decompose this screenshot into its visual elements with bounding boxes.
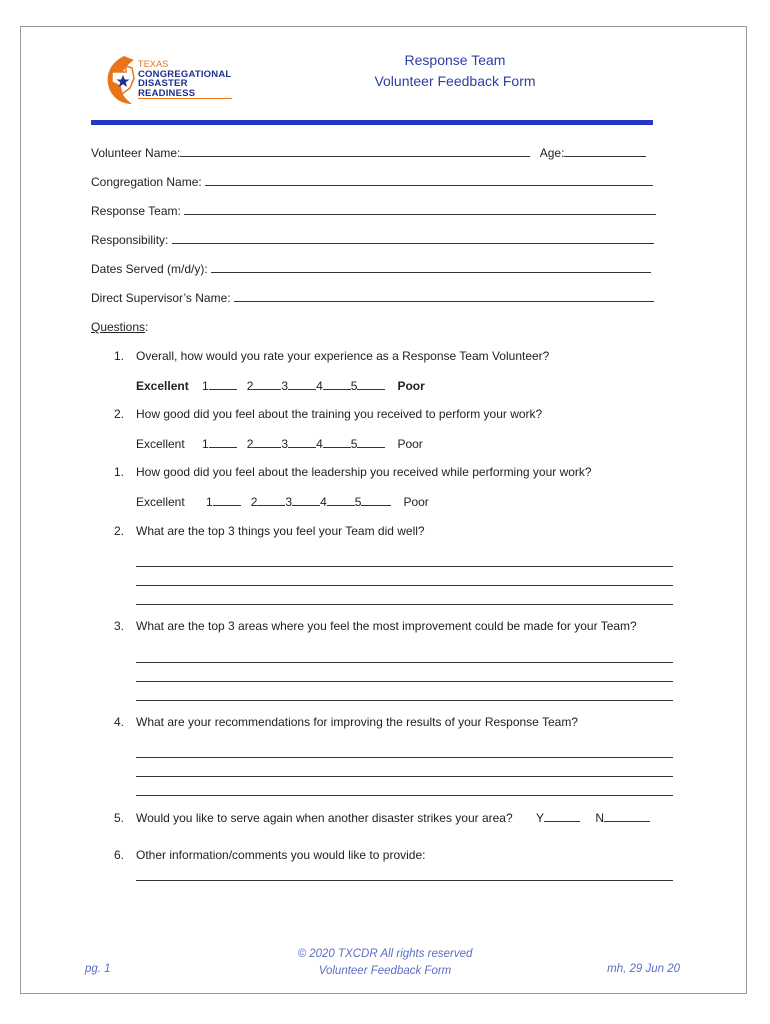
rating-scale-3 [136, 494, 429, 509]
rating-option-3: 3 [285, 495, 293, 509]
footer-copyright: © 2020 TXCDR All rights reserved [297, 948, 473, 960]
rating-blank-3[interactable] [288, 378, 316, 390]
age-field[interactable] [564, 145, 646, 157]
rating-blank-5[interactable] [361, 494, 391, 506]
question-text: Other information/comments you would like to provide: [136, 848, 426, 862]
responsibility-label: Responsibility: [91, 233, 169, 247]
question-text: What are the top 3 areas where you feel the most improvement could be made for your Team? [136, 619, 637, 633]
dates-label: Dates Served (m/d/y): [91, 262, 208, 276]
rating-blank-3[interactable] [288, 436, 316, 448]
title-line-2: Volunteer Feedback Form [374, 73, 536, 89]
rating-option-1: 1 [206, 495, 213, 509]
footer-form-name: Volunteer Feedback Form [318, 965, 452, 977]
rating-scale-2 [136, 436, 423, 451]
rating-blank-5[interactable] [357, 436, 385, 448]
logo-line-texas: TEXAS [138, 59, 169, 69]
question-number: 4. [114, 715, 125, 729]
rating-option-2: 2 [246, 379, 254, 393]
rating-option-5: 5 [350, 379, 358, 393]
no-label: N [595, 811, 605, 825]
supervisor-field[interactable] [234, 290, 654, 302]
response-team-field[interactable] [184, 203, 656, 215]
question-text: What are the top 3 things you feel your Team did well? [136, 524, 425, 538]
rating-best-label: Excellent [136, 437, 185, 451]
rating-blank-4[interactable] [323, 436, 351, 448]
question-8 [114, 848, 425, 862]
answer-line[interactable] [136, 681, 673, 682]
answer-line[interactable] [136, 604, 673, 605]
question-number: 3. [114, 619, 125, 633]
yes-field[interactable] [544, 810, 580, 822]
rating-option-1: 1 [202, 437, 209, 451]
rating-blank-2[interactable] [253, 378, 281, 390]
answer-line[interactable] [136, 585, 673, 586]
logo-line-readiness: READINESS [138, 87, 196, 99]
footer-author-date: mh, 29 Jun 20 [607, 963, 680, 975]
rating-worst-label: Poor [403, 495, 429, 509]
question-7 [114, 810, 650, 825]
rating-blank-4[interactable] [323, 378, 351, 390]
rating-option-5: 5 [354, 495, 362, 509]
supervisor-row [91, 290, 654, 305]
logo-line-congregational: CONGREGATIONAL [138, 68, 232, 80]
rating-option-3: 3 [281, 379, 289, 393]
question-text: Would you like to serve again when another disaster strikes your area? [136, 811, 513, 825]
answer-line[interactable] [136, 566, 673, 567]
rating-option-2: 2 [246, 437, 254, 451]
rating-blank-1[interactable] [209, 378, 237, 390]
response-team-label: Response Team: [91, 204, 181, 218]
question-number: 2. [114, 524, 125, 538]
question-text: How good did you feel about the leadership you received while performing your work? [136, 465, 592, 479]
answer-line[interactable] [136, 776, 673, 777]
congregation-field[interactable] [205, 174, 653, 186]
rating-blank-5[interactable] [357, 378, 385, 390]
question-text: Overall, how would you rate your experience as a Response Team Volunteer? [136, 349, 550, 363]
txcdr-logo [104, 54, 244, 106]
rating-option-3: 3 [281, 437, 289, 451]
yes-label: Y [536, 811, 545, 825]
question-4 [114, 524, 425, 538]
rating-best-label: Excellent [136, 379, 189, 393]
question-number: 2. [114, 407, 125, 421]
question-3 [114, 465, 592, 479]
footer-center [270, 946, 500, 980]
rating-blank-2[interactable] [253, 436, 281, 448]
question-number: 6. [114, 848, 125, 862]
answer-line[interactable] [136, 795, 673, 796]
title-line-1: Response Team [404, 52, 506, 68]
question-1 [114, 349, 549, 363]
dates-field[interactable] [211, 261, 651, 273]
rating-best-label: Excellent [136, 495, 185, 509]
responsibility-field[interactable] [172, 232, 654, 244]
no-field[interactable] [604, 810, 650, 822]
questions-label: Questions [91, 320, 146, 334]
volunteer-name-field[interactable] [180, 145, 530, 157]
question-number: 5. [114, 811, 125, 825]
rating-option-4: 4 [316, 437, 323, 451]
question-text: What are your recommendations for improving the results of your Response Team? [136, 715, 578, 729]
congregation-row [91, 174, 653, 189]
rating-option-4: 4 [320, 495, 327, 509]
response-team-row [91, 203, 656, 218]
logo-line-disaster: DISASTER [138, 78, 188, 89]
volunteer-name-label: Volunteer Name: [91, 146, 181, 160]
rating-blank-2[interactable] [257, 494, 285, 506]
rating-option-2: 2 [250, 495, 258, 509]
volunteer-name-row [91, 145, 646, 160]
logo-text [138, 60, 231, 98]
footer-page-number: pg. 1 [85, 963, 111, 975]
congregation-label: Congregation Name: [91, 175, 202, 189]
header-divider [91, 120, 653, 125]
rating-option-4: 4 [316, 379, 323, 393]
rating-blank-3[interactable] [292, 494, 320, 506]
logo-underline [138, 98, 232, 99]
answer-line[interactable] [136, 662, 673, 663]
rating-option-1: 1 [202, 379, 209, 393]
rating-blank-1[interactable] [213, 494, 241, 506]
rating-option-5: 5 [350, 437, 358, 451]
rating-scale-1 [136, 378, 425, 393]
question-number: 1. [114, 465, 125, 479]
rating-blank-1[interactable] [209, 436, 237, 448]
form-title [340, 50, 570, 92]
answer-line[interactable] [136, 700, 673, 701]
questions-heading: Questions: [91, 320, 149, 334]
age-label: Age: [539, 146, 565, 160]
question-text: How good did you feel about the training you received to perform your work? [136, 407, 543, 421]
question-5 [114, 619, 637, 633]
question-2 [114, 407, 542, 421]
supervisor-label: Direct Supervisor’s Name: [91, 291, 231, 305]
answer-line[interactable] [136, 757, 673, 758]
question-6 [114, 715, 578, 729]
dates-row [91, 261, 651, 276]
question-number: 1. [114, 349, 125, 363]
answer-line[interactable] [136, 880, 673, 881]
responsibility-row [91, 232, 654, 247]
rating-worst-label: Poor [397, 379, 425, 393]
rating-worst-label: Poor [397, 437, 423, 451]
rating-blank-4[interactable] [327, 494, 355, 506]
